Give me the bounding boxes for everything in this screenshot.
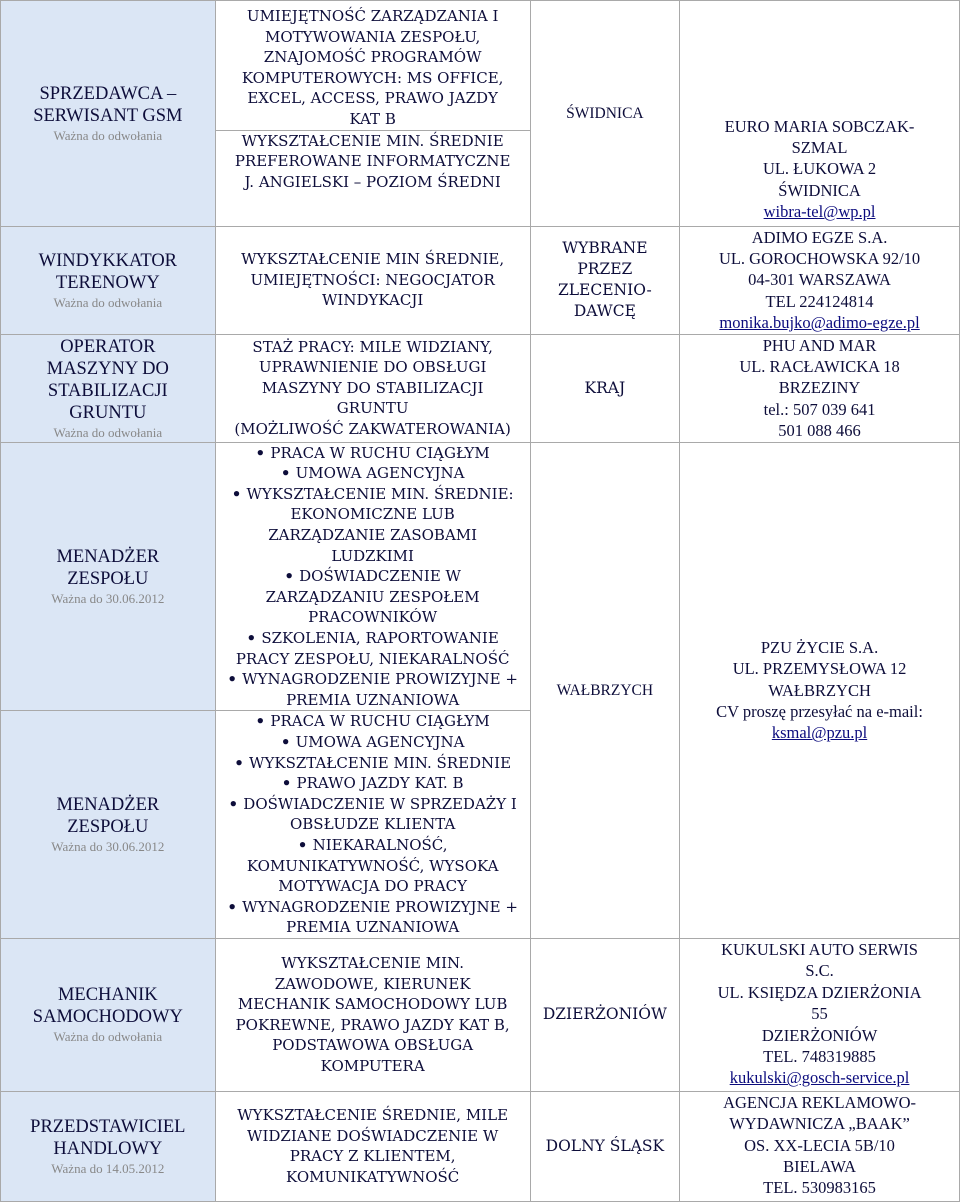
employer-line: TEL. 530983165 bbox=[763, 1178, 876, 1198]
bullet-continuation: PRACOWNIKÓW bbox=[308, 608, 438, 627]
employer-line: UL. GOROCHOWSKA 92/10 bbox=[718, 248, 921, 268]
requirement-line: UMIEJĘTNOŚĆ ZARZĄDZANIA I bbox=[246, 7, 499, 25]
employer-line: TEL. 748319885 bbox=[763, 1046, 876, 1066]
requirement-line: WINDYKACJI bbox=[322, 291, 424, 310]
requirement-line: J. ANGIELSKI – POZIOM ŚREDNI bbox=[244, 172, 501, 191]
requirements-cell bbox=[215, 334, 530, 442]
job-title-cell bbox=[1, 711, 216, 939]
validity-note: Ważna do odwołania bbox=[53, 294, 163, 310]
employer-line: SZMAL bbox=[791, 137, 848, 157]
requirement-line: UMIEJĘTNOŚCI: NEGOCJATOR bbox=[250, 270, 495, 289]
location-line: PRZEZ bbox=[577, 260, 633, 279]
requirement-line: MOTYWOWANIA ZESPOŁU, bbox=[265, 27, 481, 46]
location-line: ŚWIDNICA bbox=[566, 104, 644, 122]
requirement-line: KOMPUTEROWYCH: MS OFFICE, bbox=[241, 68, 504, 87]
validity-note: Ważna do odwołania bbox=[53, 1029, 163, 1045]
job-title-line: WINDYKKATOR bbox=[38, 250, 178, 271]
employer-line: 501 088 466 bbox=[778, 421, 861, 441]
bullet-item: • DOŚWIADCZENIE W bbox=[220, 566, 526, 587]
requirements-cell bbox=[215, 1091, 530, 1201]
location-cell bbox=[530, 1, 679, 227]
job-title-line: ZESPOŁU bbox=[67, 568, 149, 589]
bullet-continuation: EKONOMICZNE LUB bbox=[290, 505, 455, 524]
requirement-line: UPRAWNIENIE DO OBSŁUGI bbox=[258, 358, 487, 377]
employer-line: WYDAWNICZA „BAAK” bbox=[729, 1114, 910, 1134]
bullet-continuation: LUDZKIMI bbox=[331, 546, 414, 565]
location-line: ZLECENIO- bbox=[557, 281, 652, 300]
bullet-continuation: PREMIA UZNANIOWA bbox=[286, 918, 460, 937]
email-link[interactable]: wibra-tel@wp.pl bbox=[763, 202, 876, 222]
table-row bbox=[1, 226, 960, 334]
requirement-line: GRUNTU bbox=[336, 399, 409, 418]
requirement-line: KOMUNIKATYWNOŚĆ bbox=[286, 1167, 460, 1186]
employer-line: TEL 224124814 bbox=[765, 291, 874, 311]
location-cell bbox=[530, 938, 679, 1091]
job-title-line: TERENOWY bbox=[55, 272, 160, 293]
bullet-item: • WYKSZTAŁCENIE MIN. ŚREDNIE bbox=[220, 753, 526, 774]
requirement-line: (MOŻLIWOŚĆ ZAKWATEROWANIA) bbox=[234, 420, 511, 438]
job-title-line: STABILIZACJI bbox=[47, 380, 168, 401]
job-title-line: SAMOCHODOWY bbox=[32, 1007, 183, 1028]
job-title-cell bbox=[1, 442, 216, 711]
employer-cell bbox=[680, 938, 960, 1091]
employer-line: ŚWIDNICA bbox=[778, 180, 861, 200]
employer-line: PHU AND MAR bbox=[762, 335, 877, 355]
location-cell bbox=[530, 226, 679, 334]
employer-line: KUKULSKI AUTO SERWIS bbox=[721, 939, 918, 959]
employer-line: tel.: 507 039 641 bbox=[763, 399, 876, 419]
employer-line: UL. RACŁAWICKA 18 bbox=[739, 357, 900, 376]
job-title-line: MASZYNY DO bbox=[46, 358, 169, 379]
job-title-line: MECHANIK bbox=[57, 985, 158, 1006]
job-title-line: PRZEDSTAWICIEL bbox=[30, 1116, 186, 1137]
requirement-line: WYKSZTAŁCENIE ŚREDNIE, MILE bbox=[237, 1106, 509, 1125]
bullet-item: • PRACA W RUCHU CIĄGŁYM bbox=[220, 711, 526, 732]
employer-line: S.C. bbox=[805, 961, 834, 981]
requirement-line: STAŻ PRACY: MILE WIDZIANY, bbox=[252, 337, 493, 356]
requirements-cell bbox=[215, 130, 530, 226]
table-row bbox=[1, 938, 960, 1091]
job-title-cell bbox=[1, 1, 216, 227]
validity-note: Ważna do 14.05.2012 bbox=[51, 1160, 165, 1176]
requirement-line: MECHANIK SAMOCHODOWY LUB bbox=[237, 995, 508, 1014]
bullet-item: • SZKOLENIA, RAPORTOWANIE bbox=[220, 628, 526, 649]
employer-cell bbox=[680, 442, 960, 938]
location-line: DAWCĘ bbox=[573, 302, 636, 321]
job-title-line: ZESPOŁU bbox=[67, 817, 149, 838]
employer-cell bbox=[680, 334, 960, 442]
table-row bbox=[1, 1, 960, 131]
job-title-line: SERWISANT GSM bbox=[33, 105, 183, 126]
email-link[interactable]: monika.bujko@adimo-egze.pl bbox=[719, 313, 920, 333]
bullet-item: • NIEKARALNOŚĆ, bbox=[220, 835, 526, 856]
location-cell bbox=[530, 442, 679, 938]
bullet-continuation: KOMUNIKATYWNOŚĆ, WYSOKA bbox=[246, 856, 499, 875]
bullet-item: • PRACA W RUCHU CIĄGŁYM bbox=[220, 443, 526, 464]
requirement-line: KAT B bbox=[349, 109, 396, 128]
location-line: WYBRANE bbox=[562, 239, 648, 258]
email-link[interactable]: ksmal@pzu.pl bbox=[771, 723, 868, 743]
requirements-cell bbox=[215, 442, 530, 711]
requirement-line: WYKSZTAŁCENIE MIN. bbox=[281, 954, 464, 973]
bullet-item: • WYNAGRODZENIE PROWIZYJNE + bbox=[220, 897, 526, 918]
requirements-cell bbox=[215, 226, 530, 334]
employer-line: BIELAWA bbox=[783, 1156, 856, 1176]
validity-note: Ważna do odwołania bbox=[53, 424, 163, 440]
requirement-line: POKREWNE, PRAWO JAZDY KAT B, bbox=[235, 1015, 510, 1034]
employer-line: UL. KSIĘDZA DZIERŻONIA bbox=[717, 982, 922, 1002]
requirement-line: PRACY Z KLIENTEM, bbox=[289, 1147, 456, 1166]
job-title-line: MENADŻER bbox=[56, 546, 160, 567]
job-title-line: HANDLOWY bbox=[53, 1138, 163, 1159]
requirement-line: KOMPUTERA bbox=[320, 1056, 425, 1075]
bullet-item: • WYNAGRODZENIE PROWIZYJNE + bbox=[220, 669, 526, 690]
bullet-item: • UMOWA AGENCYJNA bbox=[220, 732, 526, 753]
requirement-line: ZNAJOMOŚĆ PROGRAMÓW bbox=[263, 48, 482, 67]
bullet-item: • UMOWA AGENCYJNA bbox=[220, 463, 526, 484]
bullet-continuation: ZARZĄDZANIE ZASOBAMI bbox=[268, 526, 478, 544]
requirements-cell bbox=[215, 938, 530, 1091]
employer-line: BRZEZINY bbox=[778, 378, 861, 398]
job-title-line: SPRZEDAWCA – bbox=[39, 83, 177, 104]
bullet-continuation: OBSŁUDZE KLIENTA bbox=[289, 815, 456, 834]
validity-note: Ważna do odwołania bbox=[53, 127, 163, 143]
employer-line: 55 bbox=[811, 1004, 828, 1024]
bullet-continuation: MOTYWACJA DO PRACY bbox=[278, 877, 468, 896]
job-title-cell bbox=[1, 226, 216, 334]
location-line: KRAJ bbox=[584, 378, 626, 397]
location-line: DZIERŻONIÓW bbox=[542, 1005, 667, 1024]
requirement-line: WYKSZTAŁCENIE MIN. ŚREDNIE bbox=[241, 131, 504, 150]
job-title-line: MENADŻER bbox=[56, 795, 160, 816]
employer-line: CV proszę przesyłać na e-mail: bbox=[716, 701, 923, 721]
location-line: WAŁBRZYCH bbox=[556, 681, 654, 699]
employer-line: DZIERŻONIÓW bbox=[761, 1025, 878, 1045]
employer-line: UL. PRZEMYSŁOWA 12 bbox=[732, 659, 907, 679]
bullet-item: • PRAWO JAZDY KAT. B bbox=[220, 773, 526, 794]
bullet-item: • WYKSZTAŁCENIE MIN. ŚREDNIE: bbox=[220, 484, 526, 505]
bullet-continuation: ZARZĄDZANIU ZESPOŁEM bbox=[265, 587, 480, 606]
requirement-line: PREFEROWANE INFORMATYCZNE bbox=[234, 152, 511, 171]
employer-line: 04-301 WARSZAWA bbox=[748, 270, 891, 290]
requirement-line: WIDZIANE DOŚWIADCZENIE W bbox=[247, 1126, 499, 1145]
job-title-cell bbox=[1, 938, 216, 1091]
employer-line: UL. ŁUKOWA 2 bbox=[762, 159, 877, 179]
employer-line: EURO MARIA SOBCZAK- bbox=[724, 116, 915, 136]
table-row bbox=[1, 1091, 960, 1201]
requirement-line: WYKSZTAŁCENIE MIN ŚREDNIE, bbox=[241, 250, 505, 269]
employer-line: AGENCJA REKLAMOWO- bbox=[723, 1092, 917, 1112]
requirement-line: EXCEL, ACCESS, PRAWO JAZDY bbox=[247, 89, 498, 108]
validity-note: Ważna do 30.06.2012 bbox=[51, 590, 165, 606]
table-row bbox=[1, 334, 960, 442]
job-title-line: GRUNTU bbox=[69, 402, 147, 423]
email-link[interactable]: kukulski@gosch-service.pl bbox=[729, 1068, 910, 1088]
requirement-line: PODSTAWOWA OBSŁUGA bbox=[272, 1036, 474, 1055]
employer-cell bbox=[680, 1091, 960, 1201]
bullet-continuation: PRACY ZESPOŁU, NIEKARALNOŚĆ bbox=[235, 649, 510, 668]
employer-line: PZU ŻYCIE S.A. bbox=[760, 637, 879, 657]
employer-cell bbox=[680, 1, 960, 227]
requirements-cell bbox=[215, 711, 530, 939]
location-cell bbox=[530, 1091, 679, 1201]
employer-line: ADIMO EGZE S.A. bbox=[751, 227, 888, 247]
employer-cell bbox=[680, 226, 960, 334]
job-title-cell bbox=[1, 1091, 216, 1201]
employer-line: WAŁBRZYCH bbox=[768, 680, 871, 700]
location-cell bbox=[530, 334, 679, 442]
requirements-cell bbox=[215, 1, 530, 131]
location-line: DOLNY ŚLĄSK bbox=[545, 1136, 665, 1155]
requirement-line: ZAWODOWE, KIERUNEK bbox=[274, 974, 471, 993]
job-title-cell bbox=[1, 334, 216, 442]
employer-line: OS. XX-LECIA 5B/10 bbox=[744, 1135, 895, 1155]
bullet-continuation: PREMIA UZNANIOWA bbox=[286, 690, 460, 709]
table-row bbox=[1, 442, 960, 711]
bullet-item: • DOŚWIADCZENIE W SPRZEDAŻY I bbox=[220, 794, 526, 815]
validity-note: Ważna do 30.06.2012 bbox=[51, 839, 165, 855]
requirement-line: MASZYNY DO STABILIZACJI bbox=[261, 378, 484, 397]
job-title-line: OPERATOR bbox=[60, 336, 156, 357]
